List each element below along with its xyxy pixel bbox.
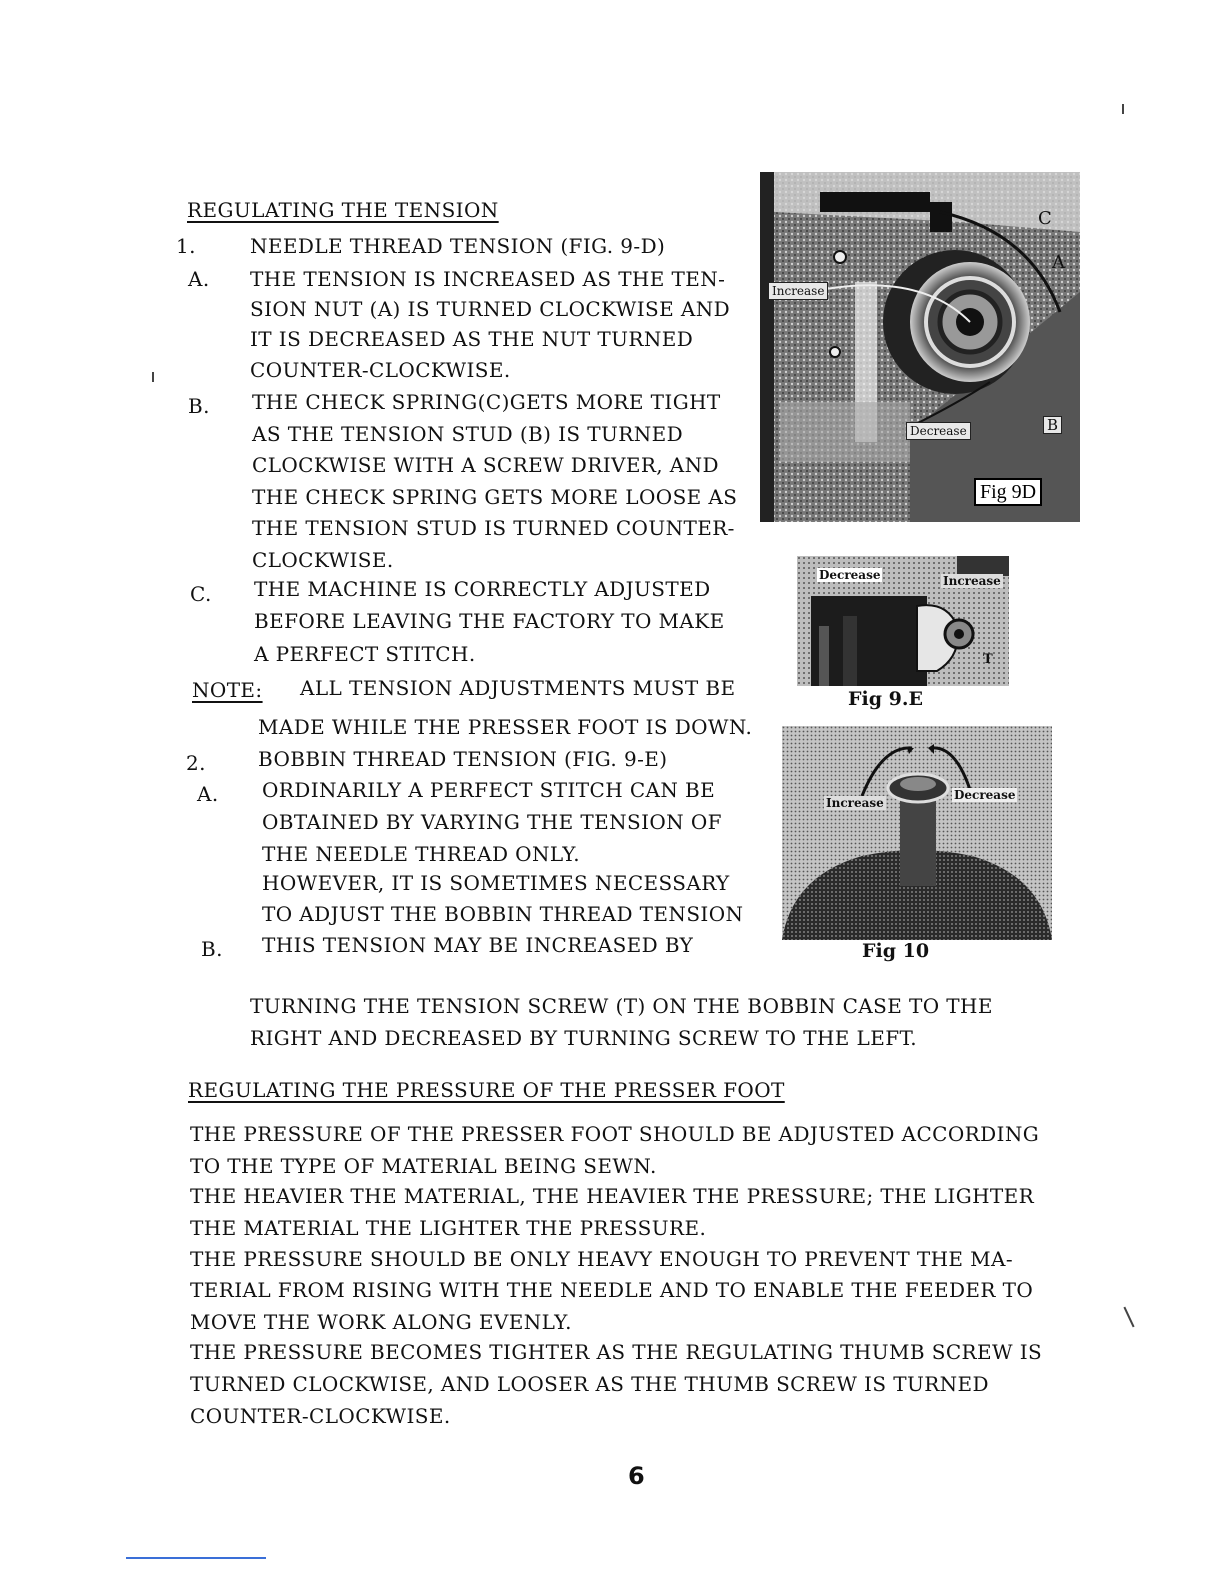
scan-edge-line (126, 1557, 266, 1559)
pressure-line: TO THE TYPE OF MATERIAL BEING SEWN. (190, 1154, 657, 1178)
item-title-bobbin-thread-tension: BOBBIN THREAD TENSION (FIG. 9-E) (258, 747, 668, 771)
fig9d-label-a: A (1052, 252, 1065, 273)
pressure-line: THE PRESSURE SHOULD BE ONLY HEAVY ENOUGH TO PREVENT THE MA- (190, 1247, 1014, 1271)
item-a2-line: THE NEEDLE THREAD ONLY. (262, 842, 581, 866)
pressure-line: COUNTER-CLOCKWISE. (190, 1404, 451, 1428)
item-b2-continuation: TURNING THE TENSION SCREW (T) ON THE BOBBIN CASE TO THE (250, 994, 993, 1018)
item-label-a2: A. (197, 782, 219, 806)
presser-screw-illustration (782, 726, 1052, 940)
fig10-increase-label: Increase (826, 796, 884, 810)
tension-assembly-illustration (760, 172, 1080, 522)
note-label: NOTE: (192, 678, 263, 702)
fig9d-increase-label: Increase (768, 282, 828, 300)
item-b-line: CLOCKWISE WITH A SCREW DRIVER, AND (252, 453, 719, 477)
item-label-b: B. (188, 394, 210, 418)
item-b-line: THE CHECK SPRING GETS MORE LOOSE AS (252, 485, 738, 509)
fig9d-decrease-label: Decrease (906, 422, 971, 440)
item-c-line: A PERFECT STITCH. (254, 642, 476, 666)
figure-9d-photo (760, 172, 1080, 522)
section-heading-pressure: REGULATING THE PRESSURE OF THE PRESSER FOOT (188, 1078, 785, 1102)
item-b-line: THE CHECK SPRING(C)GETS MORE TIGHT (252, 390, 721, 414)
item-label-a: A. (188, 267, 210, 291)
fig9e-caption: Fig 9.E (848, 688, 923, 710)
pressure-line: THE MATERIAL THE LIGHTER THE PRESSURE. (190, 1216, 707, 1240)
item-a-line: THE TENSION IS INCREASED AS THE TEN- (250, 267, 726, 291)
item-b-line: CLOCKWISE. (252, 548, 394, 572)
item-number-1: 1. (176, 234, 196, 258)
figure-10-photo (782, 726, 1052, 940)
item-a-line: COUNTER-CLOCKWISE. (250, 358, 511, 382)
item-a2-line: TO ADJUST THE BOBBIN THREAD TENSION (262, 902, 744, 926)
item-b-line: THE TENSION STUD IS TURNED COUNTER- (252, 516, 735, 540)
pressure-line: THE PRESSURE OF THE PRESSER FOOT SHOULD BE ADJUSTED ACCORDING (190, 1122, 1040, 1146)
figure-9e-photo (797, 556, 1009, 686)
item-b2-line: THIS TENSION MAY BE INCREASED BY (262, 933, 694, 957)
item-c-line: BEFORE LEAVING THE FACTORY TO MAKE (254, 609, 725, 633)
note-line: ALL TENSION ADJUSTMENTS MUST BE (300, 676, 736, 700)
item-number-2: 2. (186, 751, 206, 775)
fig9d-tag: Fig 9D (974, 478, 1042, 506)
item-label-b2: B. (201, 937, 223, 961)
item-b2-continuation: RIGHT AND DECREASED BY TURNING SCREW TO THE LEFT. (250, 1026, 918, 1050)
note-line: MADE WHILE THE PRESSER FOOT IS DOWN. (258, 715, 753, 739)
section-heading-tension: REGULATING THE TENSION (187, 198, 499, 222)
pressure-line: TERIAL FROM RISING WITH THE NEEDLE AND TO ENABLE THE FEEDER TO (190, 1278, 1034, 1302)
scan-speck (152, 372, 154, 382)
fig9e-increase-label: Increase (943, 574, 1001, 588)
fig9d-label-c: C (1038, 208, 1052, 229)
scan-speck (1122, 104, 1124, 114)
page-number: 6 (628, 1462, 645, 1490)
item-a2-line: ORDINARILY A PERFECT STITCH CAN BE (262, 778, 716, 802)
item-c-line: THE MACHINE IS CORRECTLY ADJUSTED (254, 577, 711, 601)
fig9e-label-t: T (983, 652, 993, 667)
item-a2-line: OBTAINED BY VARYING THE TENSION OF (262, 810, 722, 834)
pressure-line: THE PRESSURE BECOMES TIGHTER AS THE REGULATING THUMB SCREW IS (190, 1340, 1043, 1364)
pressure-line: THE HEAVIER THE MATERIAL, THE HEAVIER THE PRESSURE; THE LIGHTER (190, 1184, 1035, 1208)
scan-speck (1123, 1307, 1134, 1328)
item-a-line: SION NUT (A) IS TURNED CLOCKWISE AND (250, 297, 731, 321)
pressure-line: TURNED CLOCKWISE, AND LOOSER AS THE THUMB SCREW IS TURNED (190, 1372, 989, 1396)
item-a-line: IT IS DECREASED AS THE NUT TURNED (250, 327, 694, 351)
item-label-c: C. (190, 582, 212, 606)
fig10-decrease-label: Decrease (954, 788, 1016, 802)
item-a2-line: HOWEVER, IT IS SOMETIMES NECESSARY (262, 871, 730, 895)
fig10-caption: Fig 10 (862, 940, 930, 962)
item-title-needle-thread-tension: NEEDLE THREAD TENSION (FIG. 9-D) (250, 234, 666, 258)
pressure-line: MOVE THE WORK ALONG EVENLY. (190, 1310, 572, 1334)
item-b-line: AS THE TENSION STUD (B) IS TURNED (252, 422, 684, 446)
fig9e-decrease-label: Decrease (819, 568, 881, 582)
fig9d-label-b: B (1043, 416, 1062, 434)
